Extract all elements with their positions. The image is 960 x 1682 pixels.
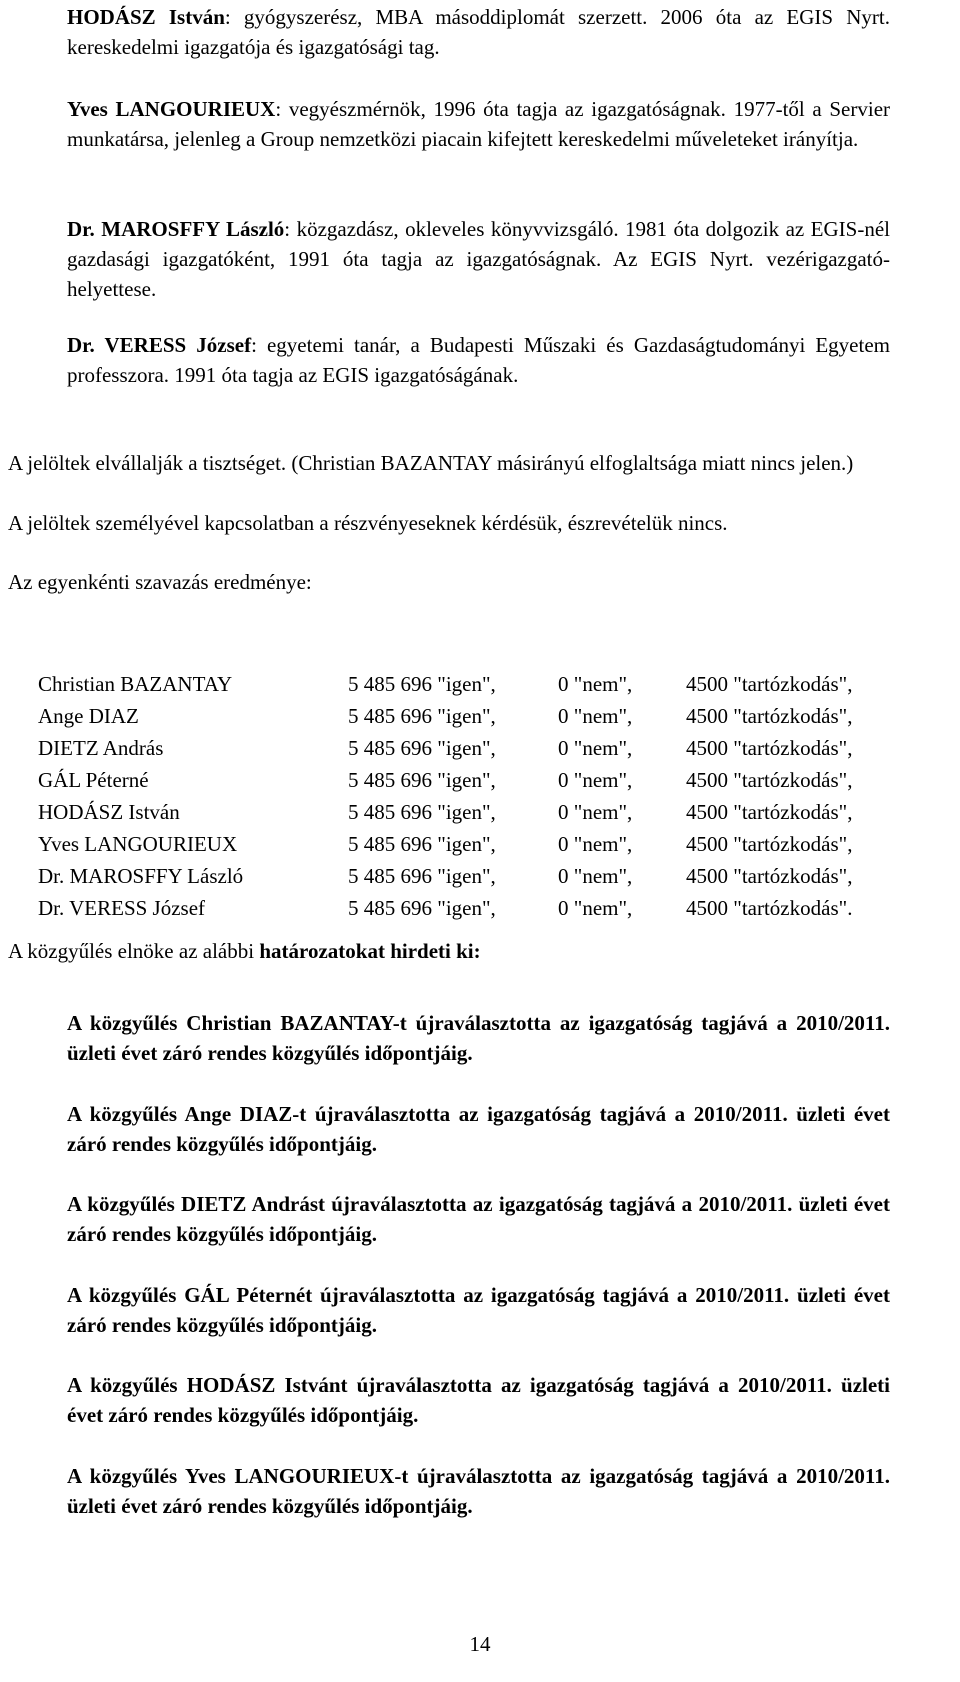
vote-yes: 5 485 696 "igen", (348, 672, 496, 696)
vote-yes: 5 485 696 "igen", (348, 704, 496, 728)
vote-no: 0 "nem", (558, 704, 633, 728)
bio-langourieux (67, 94, 890, 154)
vote-name: DIETZ András (38, 736, 164, 760)
vote-abstain: 4500 "tartózkodás", (686, 672, 853, 696)
vote-yes: 5 485 696 "igen", (348, 768, 496, 792)
bio-veress (67, 330, 890, 390)
bio-name: Dr. MAROSFFY László (67, 217, 285, 241)
vote-name: HODÁSZ István (38, 800, 180, 824)
resolution-text: A közgyűlés HODÁSZ Istvánt újraválasztotta az igazgatóság tagjává a 2010/2011. üzleti évet záró rendes közgyűlés időpontjáig. (67, 1373, 890, 1427)
vote-no: 0 "nem", (558, 736, 633, 760)
vote-name: Christian BAZANTAY (38, 672, 233, 696)
vote-abstain: 4500 "tartózkodás", (686, 832, 853, 856)
vote-abstain: 4500 "tartózkodás", (686, 768, 853, 792)
vote-name: Dr. MAROSFFY László (38, 864, 244, 888)
bio-name: HODÁSZ István (67, 5, 225, 29)
announcement-prefix: A közgyűlés elnöke az alábbi (8, 939, 260, 963)
vote-no: 0 "nem", (558, 864, 633, 888)
table-row (38, 828, 916, 860)
page-number: 14 (469, 1632, 491, 1656)
vote-no: 0 "nem", (558, 768, 633, 792)
table-row (38, 796, 916, 828)
acceptance-note: A jelöltek elvállalják a tisztséget. (Christian BAZANTAY másirányú elfoglaltsága miatt nincs jelen.) (8, 451, 854, 475)
bio-name: Dr. VERESS József (67, 333, 252, 357)
announcement-bold: határozatokat hirdeti ki: (259, 939, 481, 963)
bio-marosffy (67, 214, 890, 304)
bio-hodasz (67, 2, 890, 62)
vote-no: 0 "nem", (558, 896, 633, 920)
vote-yes: 5 485 696 "igen", (348, 832, 496, 856)
vote-name: Ange DIAZ (38, 704, 139, 728)
resolution (67, 1189, 890, 1249)
vote-no: 0 "nem", (558, 800, 633, 824)
table-row (38, 668, 916, 700)
bio-text: : vegyészmérnök, 1996 óta tagja az igazgatóságnak. 1977-től a Servier munkatársa, jelenleg a Group nemzetközi piacain kifejtett kereskedelmi műveleteket irányítja. (67, 97, 891, 151)
vote-name: GÁL Péterné (38, 768, 149, 792)
vote-yes: 5 485 696 "igen", (348, 864, 496, 888)
vote-yes: 5 485 696 "igen", (348, 800, 496, 824)
resolution-text: A közgyűlés Ange DIAZ-t újraválasztotta az igazgatóság tagjává a 2010/2011. üzleti évet záró rendes közgyűlés időpontjáig. (67, 1102, 890, 1156)
bio-text: : egyetemi tanár, a Budapesti Műszaki és Gazdaságtudományi Egyetem professzora. 1991 óta tagja az EGIS igazgatóságának. (67, 333, 890, 387)
vote-abstain: 4500 "tartózkodás". (686, 896, 853, 920)
no-questions-note: A jelöltek személyével kapcsolatban a részvényeseknek kérdésük, észrevételük nincs. (8, 511, 728, 535)
vote-results-table (38, 668, 916, 924)
bio-name: Yves LANGOURIEUX (67, 97, 276, 121)
vote-no: 0 "nem", (558, 672, 633, 696)
vote-yes: 5 485 696 "igen", (348, 896, 496, 920)
vote-abstain: 4500 "tartózkodás", (686, 704, 853, 728)
vote-name: Yves LANGOURIEUX (38, 832, 238, 856)
vote-abstain: 4500 "tartózkodás", (686, 864, 853, 888)
vote-intro: Az egyenkénti szavazás eredménye: (8, 570, 312, 594)
table-row (38, 764, 916, 796)
announcement (8, 936, 890, 966)
resolution (67, 1370, 890, 1430)
table-row (38, 700, 916, 732)
table-row (38, 860, 916, 892)
bio-text: : közgazdász, okleveles könyvvizsgáló. 1981 óta dolgozik az EGIS-nél gazdasági igazgatóként, 1991 óta tagja az igazgatóságnak. Az EGIS Nyrt. vezérigazgató-helyettese. (67, 217, 890, 301)
resolution-text: A közgyűlés Yves LANGOURIEUX-t újraválasztotta az igazgatóság tagjává a 2010/2011. üzleti évet záró rendes közgyűlés időpontjáig. (67, 1464, 890, 1518)
resolution-text: A közgyűlés DIETZ Andrást újraválasztotta az igazgatóság tagjává a 2010/2011. üzleti évet záró rendes közgyűlés időpontjáig. (67, 1192, 890, 1246)
resolution-text: A közgyűlés Christian BAZANTAY-t újraválasztotta az igazgatóság tagjává a 2010/2011. üzleti évet záró rendes közgyűlés időpontjáig. (67, 1011, 890, 1065)
resolution (67, 1008, 890, 1068)
resolution-text: A közgyűlés GÁL Péternét újraválasztotta az igazgatóság tagjává a 2010/2011. üzleti évet záró rendes közgyűlés időpontjáig. (67, 1283, 890, 1337)
resolution (67, 1461, 890, 1521)
resolution (67, 1280, 890, 1340)
table-row (38, 732, 916, 764)
vote-no: 0 "nem", (558, 832, 633, 856)
vote-abstain: 4500 "tartózkodás", (686, 800, 853, 824)
bio-text: : gyógyszerész, MBA másoddiplomát szerzett. 2006 óta az EGIS Nyrt. kereskedelmi igazgatója és igazgatósági tag. (67, 5, 891, 59)
table-row (38, 892, 916, 924)
vote-name: Dr. VERESS József (38, 896, 206, 920)
vote-yes: 5 485 696 "igen", (348, 736, 496, 760)
resolution (67, 1099, 890, 1159)
vote-abstain: 4500 "tartózkodás", (686, 736, 853, 760)
